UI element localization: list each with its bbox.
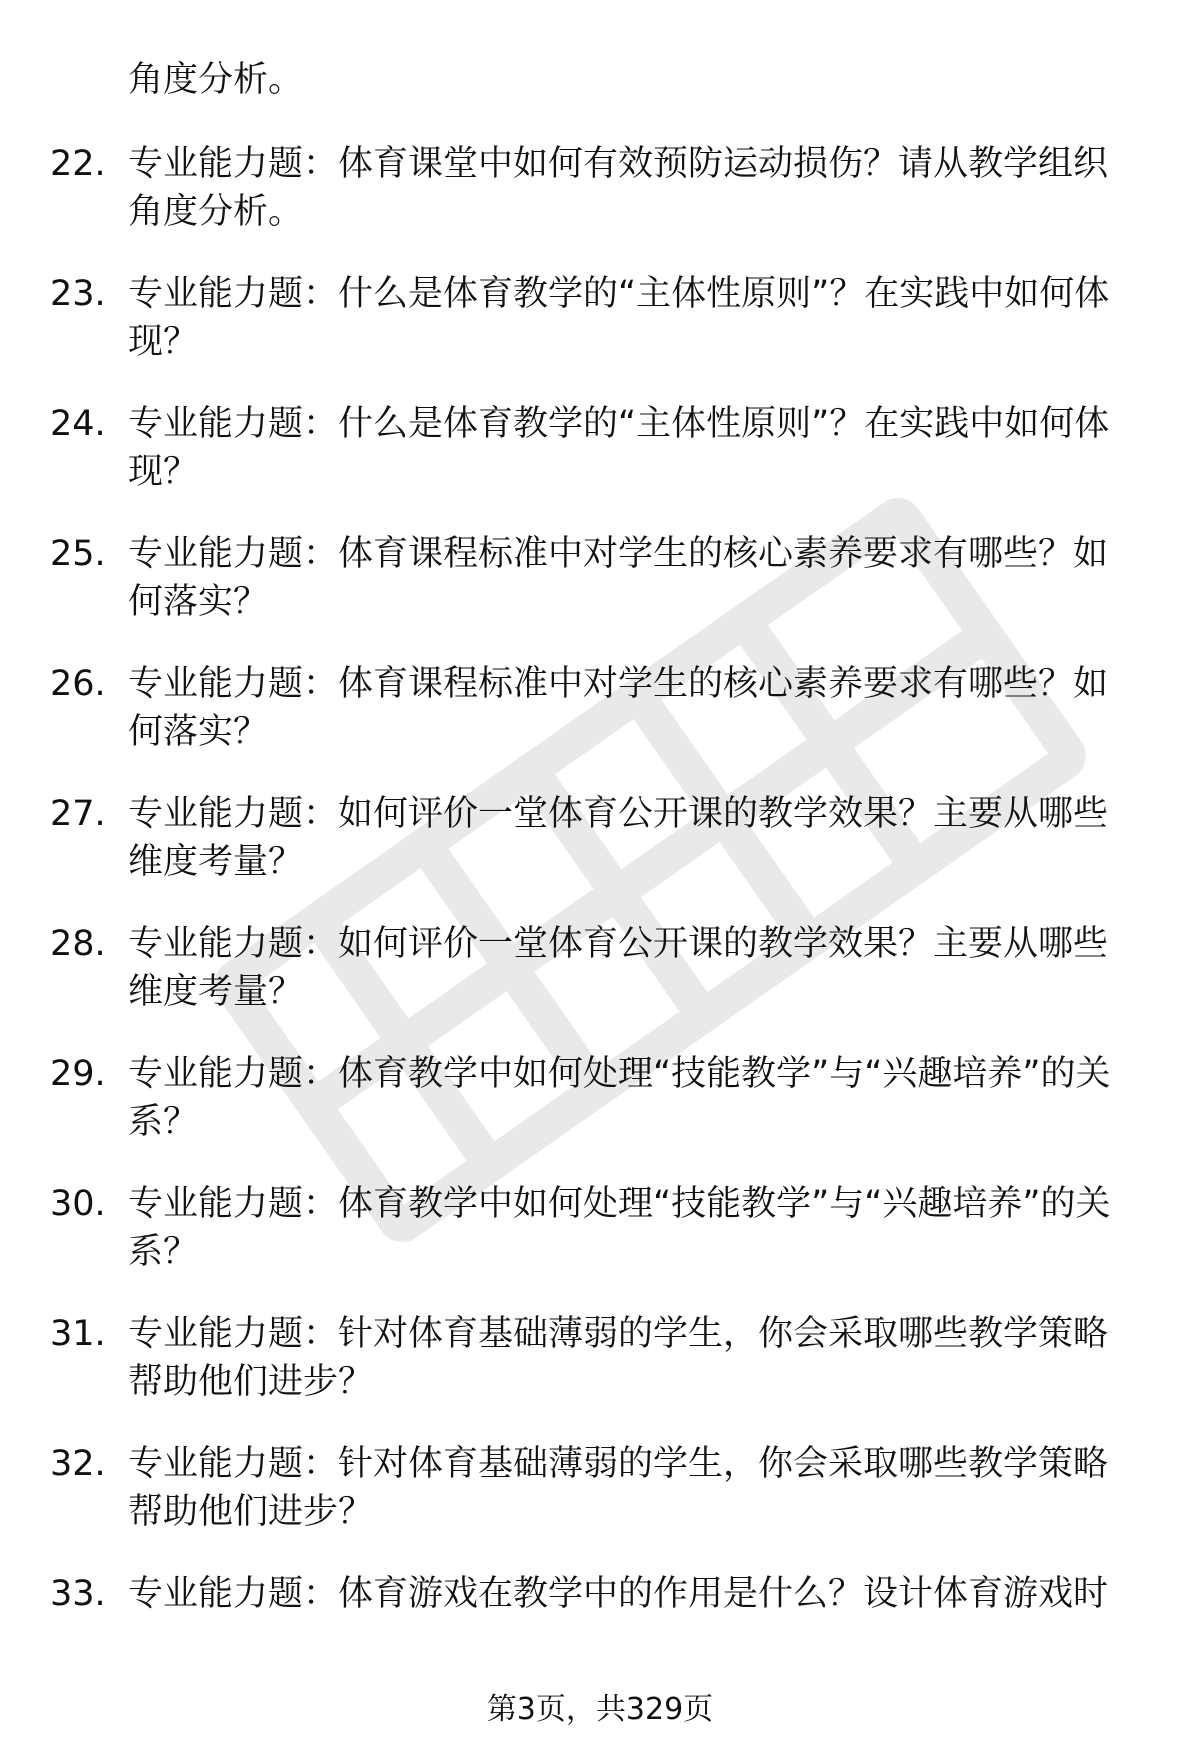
question-text: 专业能力题：体育教学中如何处理“技能教学”与“兴趣培养”的关系？ (128, 1184, 1111, 1272)
question-number: 22. (50, 144, 106, 184)
list-item (0, 270, 1200, 400)
question-number: 26. (50, 664, 106, 704)
question-text: 专业能力题：体育教学中如何处理“技能教学”与“兴趣培养”的关系？ (128, 1054, 1111, 1142)
list-item (0, 1570, 1200, 1700)
question-text: 专业能力题：针对体育基础薄弱的学生，你会采取哪些教学策略帮助他们进步？ (128, 1444, 1109, 1532)
list-item (0, 1050, 1200, 1180)
question-number: 24. (50, 404, 106, 444)
question-number: 33. (50, 1574, 106, 1614)
page-footer: 第3页，共329页 (486, 1692, 714, 1727)
question-text: 专业能力题：体育课堂中如何有效预防运动损伤？请从教学组织角度分析。 (128, 144, 1109, 232)
question-list (0, 140, 1200, 1700)
continuation-text: 角度分析。 (128, 60, 304, 100)
question-number: 30. (50, 1184, 106, 1224)
question-number: 29. (50, 1054, 106, 1094)
list-item (0, 790, 1200, 920)
question-text: 专业能力题：针对体育基础薄弱的学生，你会采取哪些教学策略帮助他们进步？ (128, 1314, 1109, 1402)
list-item (0, 1440, 1200, 1570)
question-text: 专业能力题：如何评价一堂体育公开课的教学效果？主要从哪些维度考量？ (128, 794, 1109, 882)
question-number: 23. (50, 274, 106, 314)
question-number: 27. (50, 794, 106, 834)
question-number: 32. (50, 1444, 106, 1484)
question-number: 28. (50, 924, 106, 964)
question-text: 专业能力题：体育课程标准中对学生的核心素养要求有哪些？如何落实？ (128, 534, 1109, 622)
list-item (0, 530, 1200, 660)
question-text: 专业能力题：体育课程标准中对学生的核心素养要求有哪些？如何落实？ (128, 664, 1109, 752)
question-number: 31. (50, 1314, 106, 1354)
list-item (0, 1310, 1200, 1440)
list-item (0, 660, 1200, 790)
question-text: 专业能力题：什么是体育教学的“主体性原则”？在实践中如何体现？ (128, 404, 1110, 492)
question-number: 25. (50, 534, 106, 574)
question-text: 专业能力题：什么是体育教学的“主体性原则”？在实践中如何体现？ (128, 274, 1110, 362)
list-item (0, 400, 1200, 530)
list-item (0, 920, 1200, 1050)
question-text: 专业能力题：体育游戏在教学中的作用是什么？设计体育游戏时 (128, 1574, 1109, 1614)
question-text: 专业能力题：如何评价一堂体育公开课的教学效果？主要从哪些维度考量？ (128, 924, 1109, 1012)
list-item (0, 1180, 1200, 1310)
list-item (0, 140, 1200, 270)
